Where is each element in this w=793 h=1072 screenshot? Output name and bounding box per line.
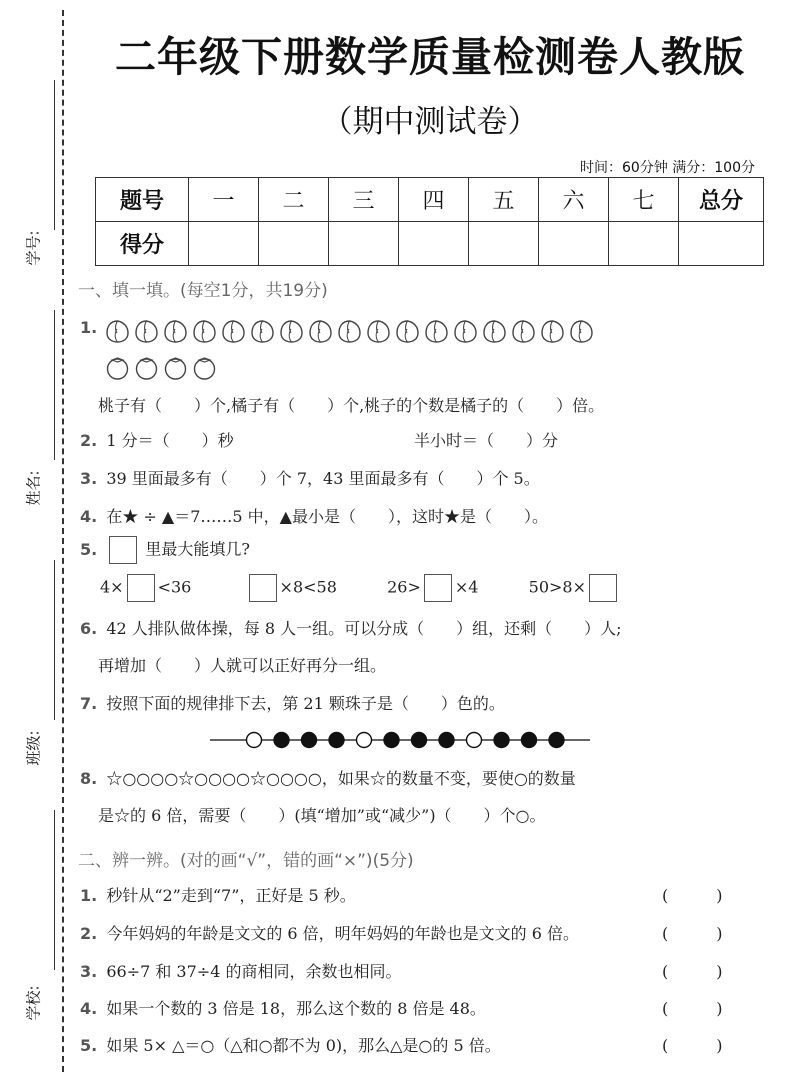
orange-row — [104, 354, 220, 381]
peach-icon — [510, 318, 537, 344]
column-4: 四 — [399, 178, 469, 222]
orange-icon — [133, 354, 160, 381]
bead-black — [439, 733, 454, 748]
judge-item-2 — [80, 921, 579, 944]
name-line[interactable] — [54, 310, 55, 460]
score-cell-1[interactable] — [189, 222, 259, 266]
student-id-label: 学号: — [24, 230, 43, 266]
question-number-label: 题号 — [96, 178, 189, 222]
judge-item-4 — [80, 996, 486, 1019]
total-label: 总分 — [679, 178, 764, 222]
q5-e3-pre: 26> — [387, 577, 421, 597]
judge-3-num: 3. — [80, 962, 98, 981]
judge-item-5 — [80, 1033, 501, 1056]
q5-box-1[interactable] — [127, 574, 155, 602]
score-label: 得分 — [96, 222, 189, 266]
peach-icon — [365, 318, 392, 344]
q5-box-4[interactable] — [589, 574, 617, 602]
orange-icon — [191, 354, 218, 381]
peach-icon — [133, 318, 160, 344]
peach-icon — [423, 318, 450, 344]
q5-e1-post: <36 — [157, 577, 192, 597]
peach-icon — [191, 318, 218, 344]
class-label: 班级: — [24, 730, 43, 766]
q1-num: 1. — [80, 318, 98, 337]
judge-2-num: 2. — [80, 924, 98, 943]
q1-text: 桃子有（ ）个,橘子有（ ）个,桃子的个数是橘子的（ ）倍。 — [98, 396, 605, 415]
bead-black — [494, 733, 509, 748]
peach-icon — [278, 318, 305, 344]
peach-icon — [568, 318, 595, 344]
q6-num: 6. — [80, 619, 98, 638]
score-cell-7[interactable] — [609, 222, 679, 266]
q2 — [80, 428, 234, 451]
column-6: 六 — [539, 178, 609, 222]
q8-num: 8. — [80, 769, 98, 788]
q6-line2: 再增加（ ）人就可以正好再分一组。 — [98, 656, 387, 675]
judge-1-num: 1. — [80, 886, 98, 905]
q5 — [80, 536, 250, 564]
score-cell-total[interactable] — [679, 222, 764, 266]
q5-expressions — [100, 574, 620, 602]
q3 — [80, 466, 540, 489]
q7-num: 7. — [80, 694, 98, 713]
peach-icon — [452, 318, 479, 344]
q8-line1 — [80, 766, 576, 789]
q5-num: 5. — [80, 539, 98, 559]
side-field-class — [18, 560, 48, 780]
column-5: 五 — [469, 178, 539, 222]
section1-heading: 一、填一填。(每空1分，共19分) — [78, 281, 328, 301]
binding-dashed-line — [62, 10, 64, 1072]
q8-text-1: ☆○○○○☆○○○○☆○○○○，如果☆的数量不变，要使○的数量 — [106, 769, 576, 788]
section2-heading: 二、辨一辨。(对的画“√”，错的画“×”)(5分) — [78, 851, 414, 871]
q7 — [80, 691, 505, 714]
peach-icon — [162, 318, 189, 344]
class-line[interactable] — [54, 560, 55, 720]
bead-black — [384, 733, 399, 748]
page-title: 二年级下册数学质量检测卷人教版 — [115, 33, 745, 81]
bead-black — [302, 733, 317, 748]
q5-e2-post: ×8<58 — [279, 577, 337, 597]
q6-line1 — [80, 616, 622, 639]
page-subtitle: （期中测试卷） — [321, 104, 539, 140]
peach-icon — [249, 318, 276, 344]
score-table-header-row — [96, 178, 764, 222]
peach-icon — [539, 318, 566, 344]
q5-box-3[interactable] — [424, 574, 452, 602]
peach-icon — [394, 318, 421, 344]
side-field-school — [18, 810, 48, 1040]
name-label: 姓名: — [24, 470, 43, 506]
score-cell-6[interactable] — [539, 222, 609, 266]
score-cell-4[interactable] — [399, 222, 469, 266]
q5-e1-pre: 4× — [100, 577, 124, 597]
side-field-name — [18, 310, 48, 510]
score-table — [95, 177, 764, 266]
judge-4-answer[interactable]: ( ) — [662, 999, 723, 1018]
bead-black — [522, 733, 537, 748]
judge-2-answer[interactable]: ( ) — [662, 924, 723, 943]
score-cell-3[interactable] — [329, 222, 399, 266]
judge-item-1 — [80, 883, 356, 906]
q4-num: 4. — [80, 507, 98, 526]
judge-5-answer[interactable]: ( ) — [662, 1036, 723, 1055]
score-cell-2[interactable] — [259, 222, 329, 266]
q2-num: 2. — [80, 431, 98, 450]
bead-white — [247, 733, 262, 748]
q2-part-a: 1 分＝（ ）秒 — [106, 431, 234, 450]
orange-icon — [104, 354, 131, 381]
judge-2-text: 今年妈妈的年龄是文文的 6 倍，明年妈妈的年龄也是文文的 6 倍。 — [106, 924, 580, 943]
q5-text: 里最大能填几? — [145, 539, 250, 559]
score-cell-5[interactable] — [469, 222, 539, 266]
peach-icon — [307, 318, 334, 344]
q5-answer-box[interactable] — [109, 536, 137, 564]
orange-icon — [162, 354, 189, 381]
judge-4-text: 如果一个数的 3 倍是 18，那么这个数的 8 倍是 48。 — [106, 999, 486, 1018]
peach-row — [104, 318, 597, 344]
score-table-score-row — [96, 222, 764, 266]
peach-icon — [336, 318, 363, 344]
q7-text: 按照下面的规律排下去，第 21 颗珠子是（ ）色的。 — [106, 694, 505, 713]
judge-5-text: 如果 5× △＝○（△和○都不为 0)，那么△是○的 5 倍。 — [106, 1036, 501, 1055]
judge-1-answer[interactable]: ( ) — [662, 886, 723, 905]
side-field-student-id — [18, 80, 48, 270]
judge-4-num: 4. — [80, 999, 98, 1018]
judge-1-text: 秒针从“2”走到“7”，正好是 5 秒。 — [106, 886, 356, 905]
column-3: 三 — [329, 178, 399, 222]
q2-part-b: 半小时＝（ ）分 — [414, 431, 559, 450]
column-1: 一 — [189, 178, 259, 222]
column-2: 二 — [259, 178, 329, 222]
q8-line2: 是☆的 6 倍，需要（ ）(填“增加”或“减少”)（ ）个○。 — [98, 806, 546, 825]
q4 — [80, 504, 548, 527]
bead-black — [412, 733, 427, 748]
bead-black — [549, 733, 564, 748]
judge-3-answer[interactable]: ( ) — [662, 962, 723, 981]
column-7: 七 — [609, 178, 679, 222]
peach-icon — [104, 318, 131, 344]
school-line[interactable] — [54, 810, 55, 970]
judge-5-num: 5. — [80, 1036, 98, 1055]
bead-black — [274, 733, 289, 748]
q5-e4-pre: 50>8× — [528, 577, 586, 597]
q5-e3-post: ×4 — [454, 577, 479, 597]
judge-item-3 — [80, 959, 401, 982]
q1-number — [80, 318, 101, 337]
bead-string — [210, 728, 600, 756]
peach-icon — [220, 318, 247, 344]
school-label: 学校: — [24, 985, 43, 1021]
q4-text: 在★ ÷ ▲＝7……5 中，▲最小是（ ），这时★是（ ）。 — [106, 507, 548, 526]
q3-num: 3. — [80, 469, 98, 488]
bead-black — [329, 733, 344, 748]
q6-text-1: 42 人排队做体操，每 8 人一组。可以分成（ ）组，还剩（ ）人; — [106, 619, 622, 638]
q3-text: 39 里面最多有（ ）个 7，43 里面最多有（ ）个 5。 — [106, 469, 540, 488]
peach-icon — [481, 318, 508, 344]
exam-meta: 时间：60分钟 满分：100分 — [580, 160, 755, 176]
bead-white — [467, 733, 482, 748]
student-id-line[interactable] — [54, 80, 55, 230]
judge-3-text: 66÷7 和 37÷4 的商相同，余数也相同。 — [106, 962, 402, 981]
q5-box-2[interactable] — [249, 574, 277, 602]
bead-white — [357, 733, 372, 748]
bead-string-figure — [210, 728, 600, 752]
